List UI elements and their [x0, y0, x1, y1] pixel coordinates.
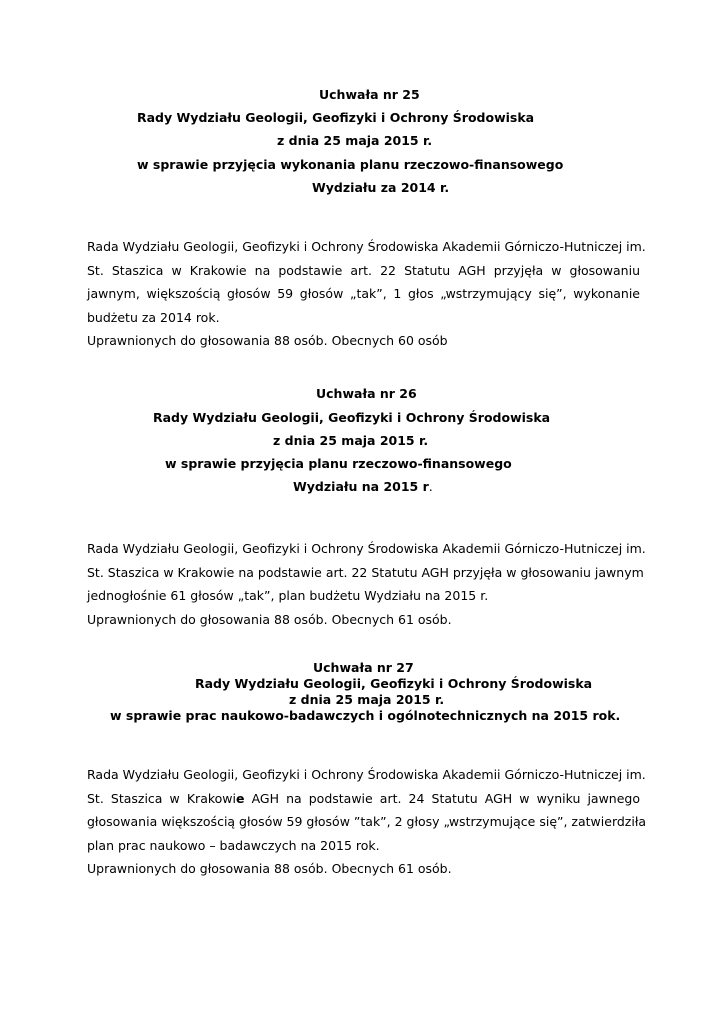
- resolution-25-subject-line-2: Wydziału za 2014 r.: [312, 180, 450, 195]
- body-line: [87, 787, 640, 811]
- resolution-27-council: Rady Wydziału Geologii, Geofizyki i Ochrony Środowiska: [195, 676, 593, 691]
- body-line: głosowania większością głosów 59 głosów ”tak”, 2 głosy „wstrzymujące się”, zatwierdziła: [87, 814, 647, 829]
- resolution-25-date: z dnia 25 maja 2015 r.: [277, 133, 433, 148]
- resolution-26-attendance: Uprawnionych do głosowania 88 osób. Obecnych 61 osób.: [87, 611, 452, 627]
- resolution-27-subject-line-1: w sprawie prac naukowo-badawczych i ogólnotechnicznych na 2015 rok.: [110, 708, 621, 723]
- resolution-26-body: [87, 537, 646, 631]
- body-line-part: AGH na podstawie art. 24 Statutu AGH w wyniku jawnego: [244, 790, 640, 806]
- resolution-25-council: Rady Wydziału Geologii, Geofizyki i Ochrony Środowiska: [137, 110, 535, 125]
- body-line: jawnym, większością głosów 59 głosów „tak”, 1 głos „wstrzymujący się”, wykonanie: [87, 286, 640, 301]
- resolution-27-body: [87, 763, 647, 881]
- resolution-26-subject-line-2: [293, 479, 433, 495]
- body-line: Rada Wydziału Geologii, Geofizyki i Ochrony Środowiska Akademii Górniczo-Hutniczej im.: [87, 239, 646, 254]
- body-line: St. Staszica w Krakowie na podstawie art. 22 Statutu AGH przyjęła w głosowaniu jawnym: [87, 564, 644, 580]
- resolution-27-title: Uchwała nr 27: [313, 660, 414, 675]
- resolution-26-subject-text: Wydziału na 2015 r: [293, 479, 429, 494]
- resolution-27-attendance: Uprawnionych do głosowania 88 osób. Obecnych 61 osób.: [87, 861, 452, 876]
- resolution-25-title: Uchwała nr 25: [319, 87, 420, 102]
- resolution-25-attendance: Uprawnionych do głosowania 88 osób. Obecnych 60 osób: [87, 333, 448, 348]
- resolution-25-subject-line-1: w sprawie przyjęcia wykonania planu rzeczowo-finansowego: [137, 157, 564, 172]
- body-line: budżetu za 2014 rok.: [87, 309, 220, 325]
- body-line: St. Staszica w Krakowie na podstawie art. 22 Statutu AGH przyjęła w głosowaniu: [87, 262, 640, 278]
- resolution-26-subject-line-1: w sprawie przyjęcia planu rzeczowo-finansowego: [165, 456, 512, 471]
- body-line: Rada Wydziału Geologii, Geofizyki i Ochrony Środowiska Akademii Górniczo-Hutniczej im.: [87, 541, 646, 556]
- resolution-27-date: z dnia 25 maja 2015 r.: [289, 692, 445, 707]
- body-line-bold-char: e: [236, 790, 245, 806]
- resolution-26-council: Rady Wydziału Geologii, Geofizyki i Ochrony Środowiska: [153, 410, 551, 425]
- resolution-26-date: z dnia 25 maja 2015 r.: [273, 433, 429, 448]
- body-line: jednogłośnie 61 głosów „tak”, plan budżetu Wydziału na 2015 r.: [87, 588, 489, 603]
- body-line-part: St. Staszica w Krakowi: [87, 790, 236, 806]
- resolution-26-subject-period: .: [428, 479, 433, 494]
- body-line: Rada Wydziału Geologii, Geofizyki i Ochrony Środowiska Akademii Górniczo-Hutniczej im.: [87, 767, 646, 782]
- resolution-26-title: Uchwała nr 26: [316, 386, 417, 401]
- body-line: plan prac naukowo – badawczych na 2015 rok.: [87, 837, 380, 853]
- resolution-25-body: [87, 235, 646, 353]
